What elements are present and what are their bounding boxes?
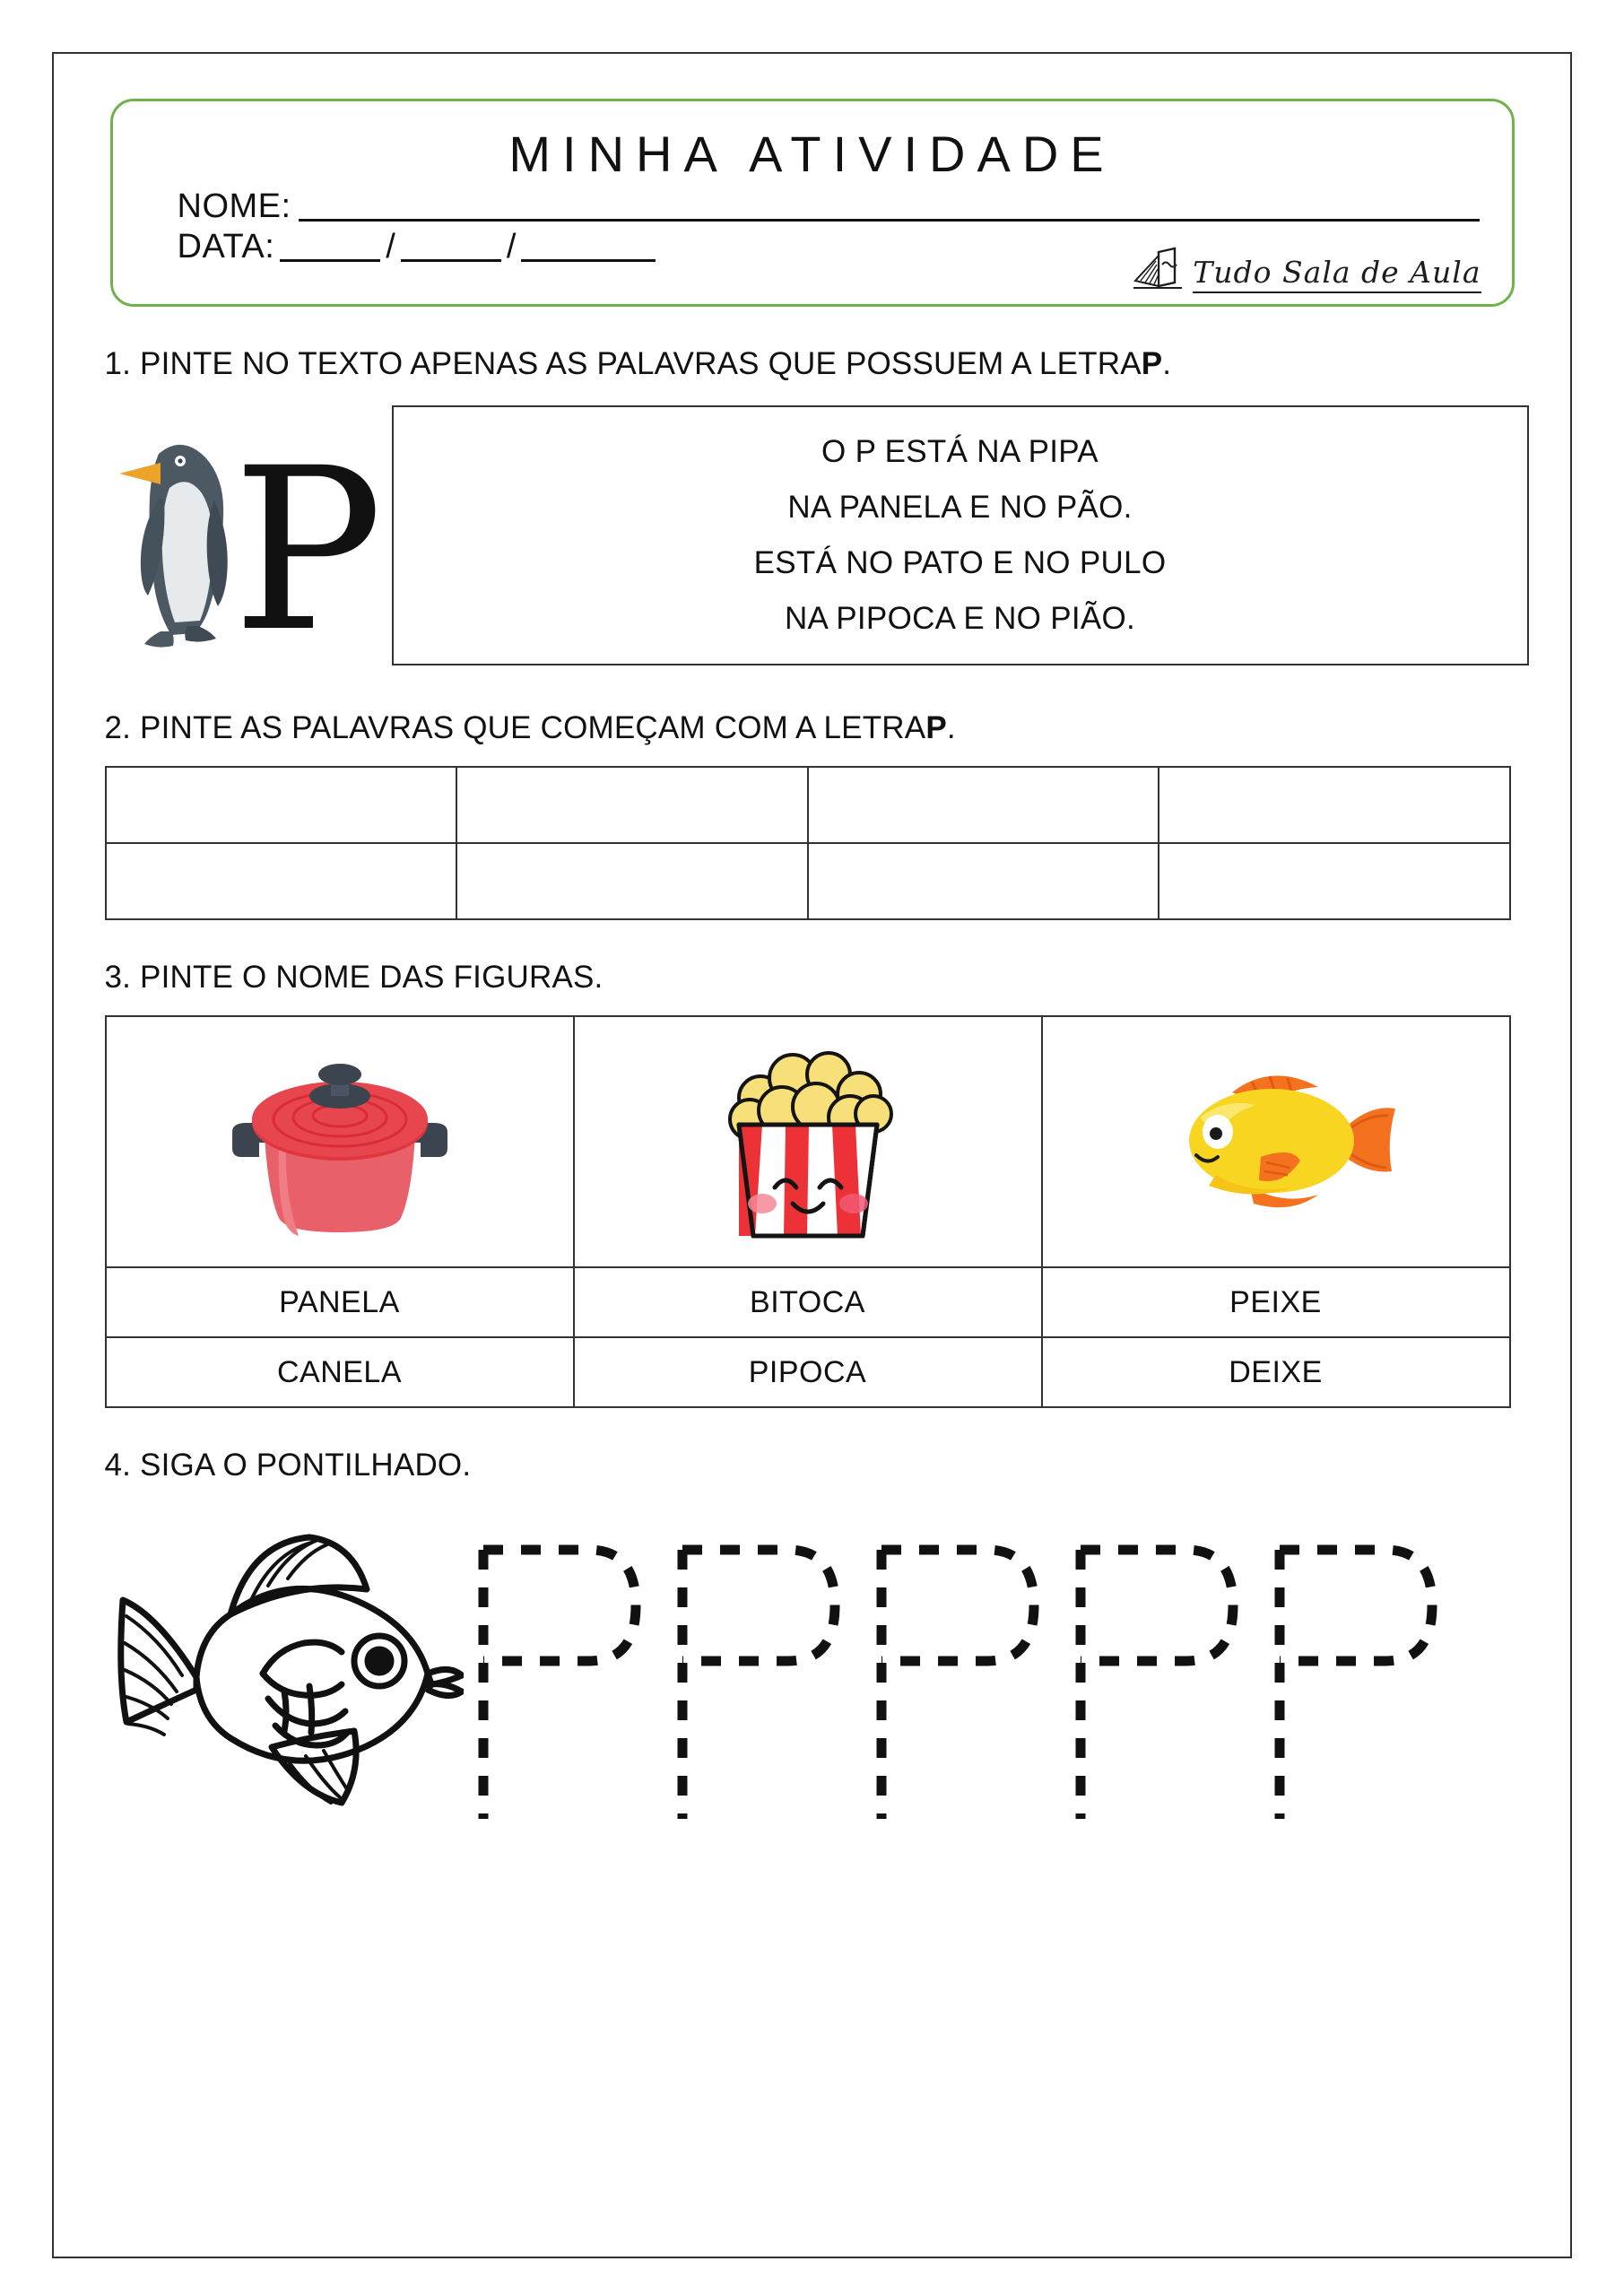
trace-letter-p[interactable] <box>663 1507 855 1839</box>
table-row <box>106 843 1510 919</box>
date-month-line[interactable] <box>401 237 501 262</box>
word-option[interactable]: PIPOCA <box>574 1337 1042 1407</box>
worksheet-content <box>55 99 1570 1839</box>
grid-cell[interactable] <box>808 767 1159 843</box>
trace-letter-p[interactable] <box>1061 1507 1253 1839</box>
cooking-pot-icon <box>205 1037 474 1243</box>
question-1-heading <box>105 346 1529 382</box>
fish-outline-icon <box>105 1507 464 1839</box>
popcorn-box-icon <box>696 1028 920 1252</box>
grid-cell[interactable] <box>106 843 457 919</box>
letter-p-glyph: P <box>231 420 383 671</box>
question-2-period: . <box>946 710 956 745</box>
question-4-heading <box>105 1448 1529 1483</box>
table-row <box>106 767 1510 843</box>
date-label: DATA: <box>177 227 275 265</box>
picture-cell-popcorn <box>574 1016 1042 1267</box>
poem-line: O P ESTÁ NA PIPA <box>821 434 1099 469</box>
picture-cell-fish <box>1042 1016 1510 1267</box>
trace-letter-p[interactable] <box>862 1507 1054 1839</box>
table-row-option-b <box>106 1337 1510 1407</box>
question-4-number: 4. <box>104 1448 132 1483</box>
date-separator-2: / <box>506 227 517 265</box>
penguin-icon <box>105 402 383 671</box>
header-card <box>110 99 1515 307</box>
brand-logo <box>1132 243 1481 293</box>
table-row-pictures <box>106 1016 1510 1267</box>
poem-line: NA PIPOCA E NO PIÃO. <box>784 601 1136 636</box>
question-1-body <box>105 402 1529 671</box>
trace-letter-p[interactable] <box>1260 1507 1452 1839</box>
question-3-text: PINTE O NOME DAS FIGURAS. <box>140 960 604 995</box>
question-2-number: 2. <box>104 710 132 745</box>
word-option[interactable]: PEIXE <box>1042 1267 1510 1337</box>
name-label: NOME: <box>177 187 291 225</box>
word-option[interactable]: CANELA <box>106 1337 574 1407</box>
logo-text: Tudo Sala de Aula <box>1193 255 1481 293</box>
question-2-grid <box>105 766 1511 920</box>
poem-box <box>392 405 1529 665</box>
question-1-number: 1. <box>104 346 132 381</box>
grid-cell[interactable] <box>1159 767 1510 843</box>
question-3-heading <box>105 960 1529 996</box>
question-4-text: SIGA O PONTILHADO. <box>140 1448 472 1483</box>
question-3-table <box>105 1015 1511 1408</box>
goldfish-icon <box>1146 1046 1406 1234</box>
poem-line: NA PANELA E NO PÃO. <box>787 490 1133 525</box>
question-1-period: . <box>1162 346 1172 381</box>
page-title: MINHA ATIVIDADE <box>508 126 1116 182</box>
grid-cell[interactable] <box>106 767 457 843</box>
name-field-row <box>145 187 1480 226</box>
poem-line: ESTÁ NO PATO E NO PULO <box>753 545 1167 580</box>
trace-letters-row <box>464 1507 1452 1839</box>
date-day-line[interactable] <box>280 237 380 262</box>
date-separator-1: / <box>386 227 395 265</box>
picture-cell-pot <box>106 1016 574 1267</box>
question-4-body <box>105 1507 1529 1839</box>
penguin-letter-illustration <box>105 402 383 671</box>
grid-cell[interactable] <box>1159 843 1510 919</box>
grid-cell[interactable] <box>456 767 808 843</box>
word-option[interactable]: PANELA <box>106 1267 574 1337</box>
date-year-line[interactable] <box>521 237 656 262</box>
question-1-letter: P <box>1141 346 1163 381</box>
question-2-letter: P <box>925 710 947 745</box>
trace-letter-p[interactable] <box>464 1507 656 1839</box>
question-2-heading <box>105 710 1529 746</box>
grid-cell[interactable] <box>808 843 1159 919</box>
word-option[interactable]: DEIXE <box>1042 1337 1510 1407</box>
word-option[interactable]: BITOCA <box>574 1267 1042 1337</box>
question-2-text: PINTE AS PALAVRAS QUE COMEÇAM COM A LETRA <box>140 710 926 745</box>
name-input-line[interactable] <box>299 195 1480 222</box>
grid-cell[interactable] <box>456 843 808 919</box>
table-row-option-a <box>106 1267 1510 1337</box>
question-3-number: 3. <box>104 960 132 995</box>
question-1-text: PINTE NO TEXTO APENAS AS PALAVRAS QUE POSSUEM A LETRA <box>140 346 1142 381</box>
open-book-icon <box>1132 243 1184 293</box>
